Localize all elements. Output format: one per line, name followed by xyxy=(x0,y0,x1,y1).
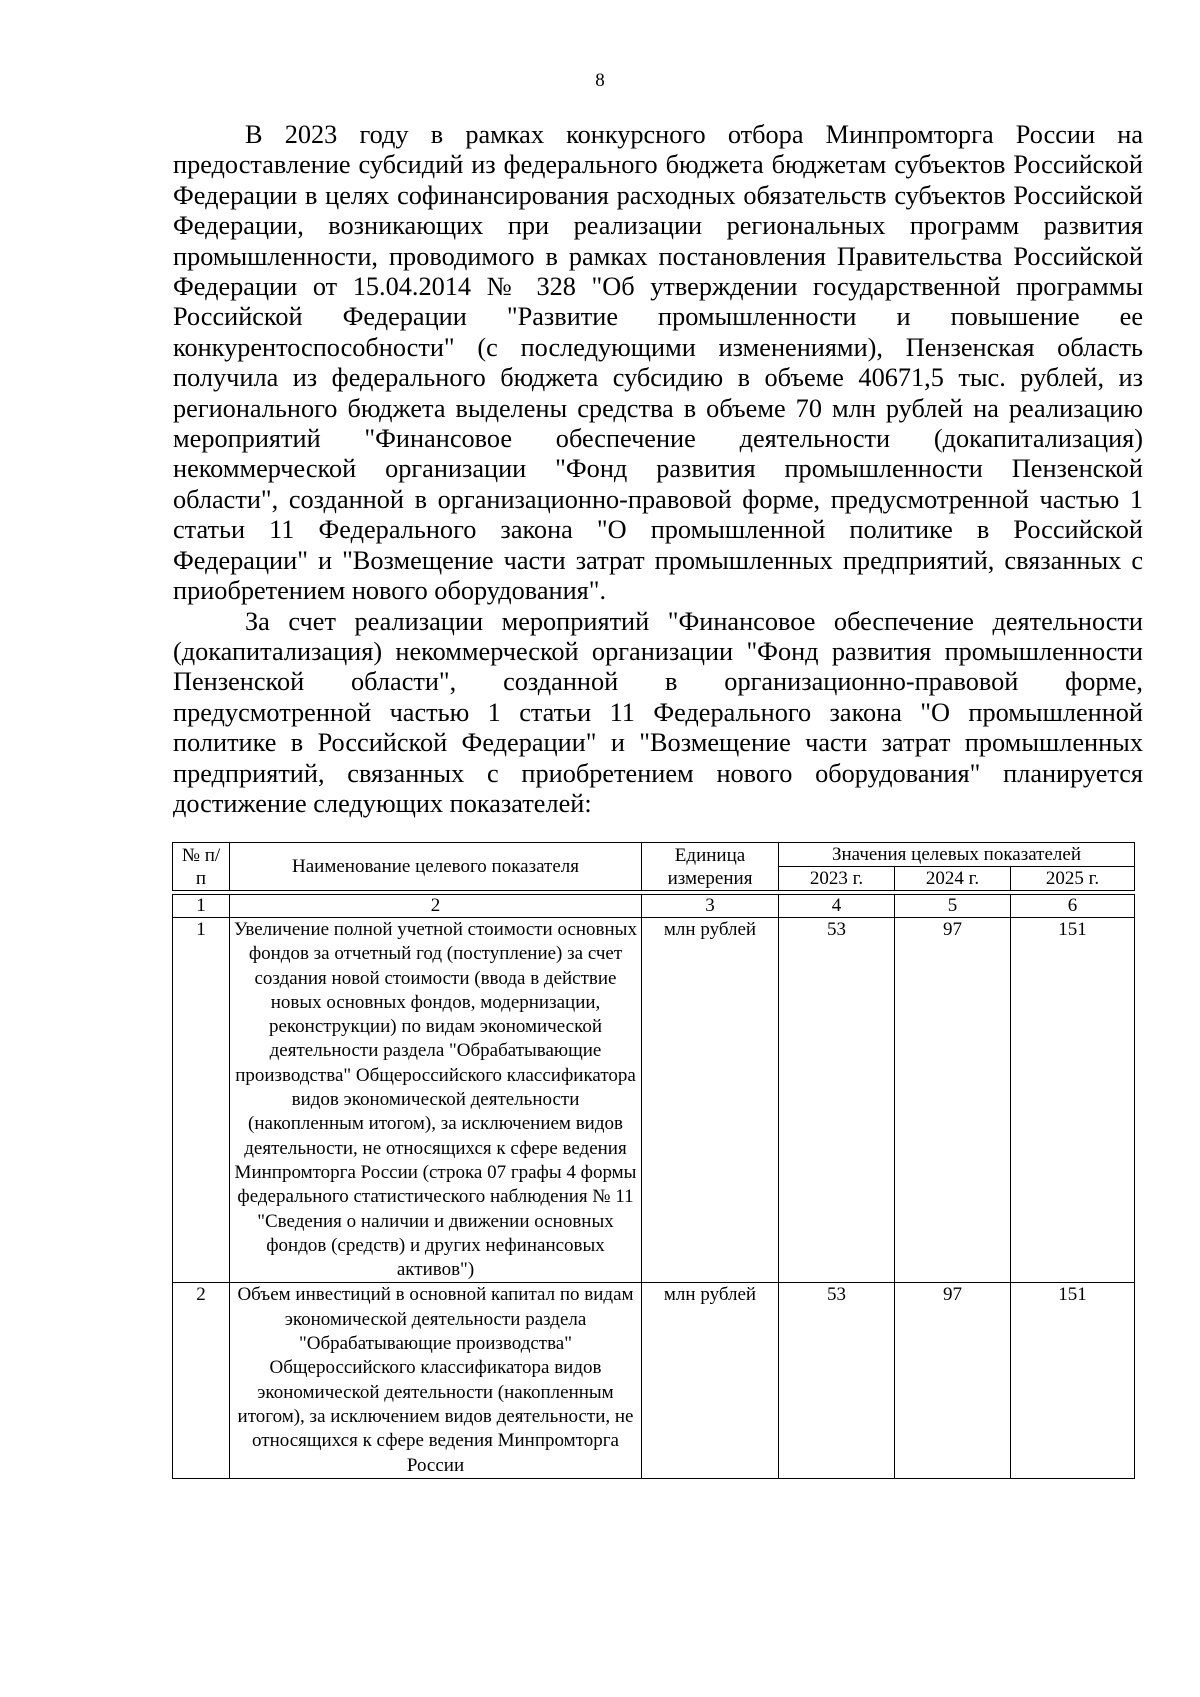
row-value-2024: 97 xyxy=(895,1283,1011,1478)
column-number: 3 xyxy=(642,895,779,918)
row-value-2024: 97 xyxy=(895,918,1011,1283)
table-row xyxy=(173,1283,1135,1478)
row-unit: млн рублей xyxy=(642,1283,779,1478)
row-unit: млн рублей xyxy=(642,918,779,1283)
row-num: 2 xyxy=(173,1283,230,1478)
table-row xyxy=(173,918,1135,1283)
table-column-numbers-row xyxy=(173,895,1135,918)
header-year: 2025 г. xyxy=(1011,867,1135,891)
row-name: Увеличение полной учетной стоимости основных фондов за отчетный год (поступление) за счет создания новой стоимости (ввода в действие новых основных фондов, модернизации, реконструкции) по видам экономической деятельности раздела "Обрабатывающие производства" Общероссийского классификатора видов экономической деятельности (накопленным итогом), за исключением видов деятельности, не относящихся к сфере ведения Минпромторга России (строка 07 графы 4 формы федерального статистического наблюдения № 11 "Сведения о наличии и движении основных фондов (средств) и других нефинансовых активов") xyxy=(230,918,642,1283)
paragraph-subsidy: В 2023 году в рамках конкурсного отбора Минпромторга России на предоставление субсидий из федерального бюджета бюджетам субъектов Российской Федерации в целях софинансирования расходных обязательств субъектов Российской Федерации, возникающих при реализации региональных программ развития промышленности, проводимого в рамках постановления Правительства Российской Федерации от 15.04.2014 № 328 "Об утверждении государственной программы Российской Федерации "Развитие промышленности и повышение ее конкурентоспособности" (с последующими изменениями), Пензенская область получила из федерального бюджета субсидию в объеме 40671,5 тыс. рублей, из регионального бюджета выделены средства в объеме 70 млн рублей на реализацию мероприятий "Финансовое обеспечение деятельности (докапитализация) некоммерческой организации "Фонд развития промышленности Пензенской области", созданной в организационно-правовой форме, предусмотренной частью 1 статьи 11 Федерального закона "О промышленной политике в Российской Федерации" и "Возмещение части затрат промышленных предприятий, связанных с приобретением нового оборудования". xyxy=(173,120,1143,606)
row-value-2025: 151 xyxy=(1011,1283,1135,1478)
header-year: 2024 г. xyxy=(895,867,1011,891)
column-number: 5 xyxy=(895,895,1011,918)
header-year: 2023 г. xyxy=(779,867,895,891)
header-unit: Единица измерения xyxy=(642,843,779,891)
row-value-2023: 53 xyxy=(779,1283,895,1478)
body-text xyxy=(173,120,1143,819)
column-number: 6 xyxy=(1011,895,1135,918)
header-values-group: Значения целевых показателей xyxy=(779,843,1135,867)
indicators-table xyxy=(172,842,1135,1479)
column-number: 4 xyxy=(779,895,895,918)
row-name: Объем инвестиций в основной капитал по видам экономической деятельности раздела "Обрабатывающие производства" Общероссийского классификатора видов экономической деятельности (накопленным итогом), за исключением видов деятельности, не относящихся к сфере ведения Минпромторга России xyxy=(230,1283,642,1478)
row-num: 1 xyxy=(173,918,230,1283)
table-header-row xyxy=(173,843,1135,867)
row-value-2025: 151 xyxy=(1011,918,1135,1283)
column-number: 1 xyxy=(173,895,230,918)
header-num: № п/п xyxy=(173,843,230,891)
header-name: Наименование целевого показателя xyxy=(230,843,642,891)
page-number: 8 xyxy=(595,70,605,91)
row-value-2023: 53 xyxy=(779,918,895,1283)
column-number: 2 xyxy=(230,895,642,918)
paragraph-indicators-intro: За счет реализации мероприятий "Финансовое обеспечение деятельности (докапитализация) некоммерческой организации "Фонд развития промышленности Пензенской области", созданной в организационно-правовой форме, предусмотренной частью 1 статьи 11 Федерального закона "О промышленной политике в Российской Федерации" и "Возмещение части затрат промышленных предприятий, связанных с приобретением нового оборудования" планируется достижение следующих показателей: xyxy=(173,606,1143,818)
